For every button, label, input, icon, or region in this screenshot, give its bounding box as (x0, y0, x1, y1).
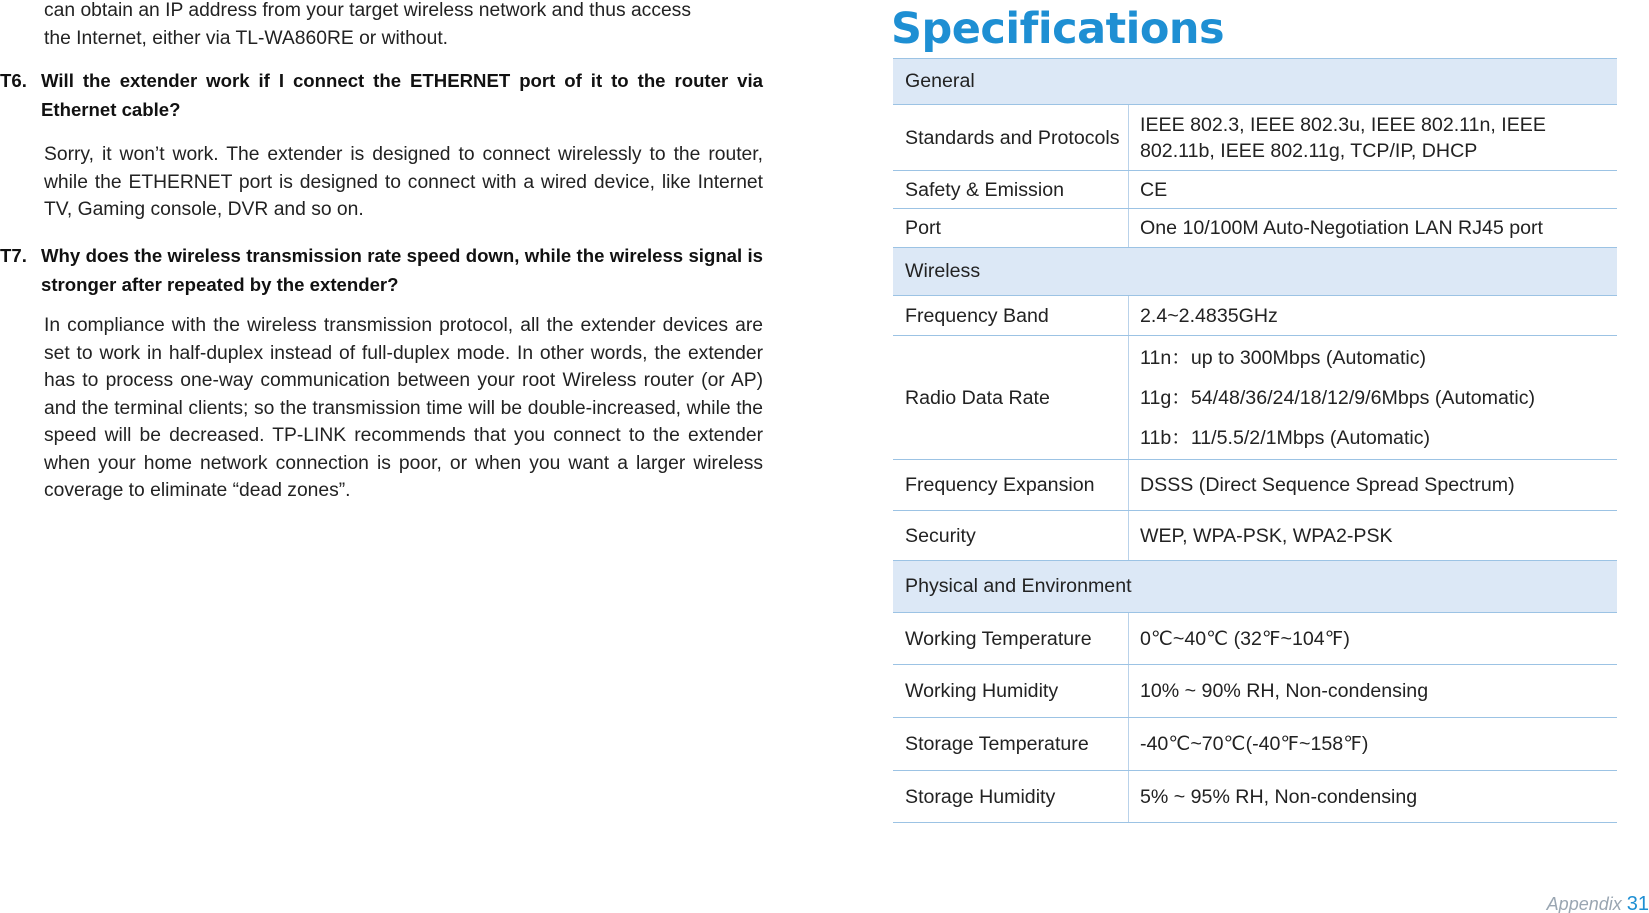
spec-row-safety (893, 171, 1617, 209)
spec-value: One 10/100M Auto-Negotiation LAN RJ45 port (1140, 217, 1544, 239)
spec-row-frequency-band (893, 296, 1617, 336)
faq-intro-line-1: can obtain an IP address from your target wireless network and thus access (44, 0, 691, 21)
spec-value: CE (1140, 178, 1168, 201)
spec-row-working-humidity (893, 665, 1617, 718)
spec-row-frequency-expansion (893, 460, 1617, 511)
faq-answer-t6: Sorry, it won’t work. The extender is designed to connect wirelessly to the router, while the ETHERNET port is designed to connect with a wired device, like Internet TV, Gaming console, DVR and so on. (44, 144, 763, 220)
spec-label: Working Temperature (893, 613, 1129, 664)
page-number: 31 (1626, 893, 1649, 913)
faq-answer-t7: In compliance with the wireless transmission protocol, all the extender devices are set to work in half-duplex instead of full-duplex mode. In other words, the extender has to process one-way communication between your root Wireless router (or AP) and the terminal clients; so the transmission time will be double-increased, while the speed will be decreased. TP-LINK recommends that you connect to the extender when your home network connection is poor, or when you want a larger wireless coverage to eliminate “dead zones”. (44, 315, 763, 501)
footer-section-label: Appendix (1546, 894, 1622, 913)
section-header-physical: Physical and Environment (893, 561, 1617, 613)
spec-value: WEP, WPA-PSK, WPA2-PSK (1140, 524, 1393, 547)
spec-label: Frequency Band (893, 296, 1129, 335)
spec-label: Port (893, 209, 1129, 247)
spec-row-storage-humidity (893, 771, 1617, 823)
spec-label: Safety & Emission (893, 171, 1129, 208)
spec-label: Storage Humidity (893, 771, 1129, 822)
radio-rate-11b: 11b：11/5.5/2/1Mbps (Automatic) (1140, 426, 1431, 449)
faq-intro-paragraph (44, 0, 763, 52)
faq-intro-line-2: the Internet, either via TL-WA860RE or without. (44, 27, 449, 49)
spec-label: Standards and Protocols (893, 105, 1129, 170)
spec-label: Working Humidity (893, 665, 1129, 717)
page-footer (1547, 893, 1649, 913)
spec-value: 2.4~2.4835GHz (1140, 304, 1278, 327)
spec-value: DSSS (Direct Sequence Spread Spectrum) (1140, 474, 1515, 496)
spec-value: -40℃~70℃(-40℉~158℉) (1140, 733, 1369, 755)
faq-question-t7 (0, 241, 763, 299)
spec-value: 0℃~40℃ (32℉~104℉) (1140, 627, 1350, 650)
spec-row-port (893, 209, 1617, 248)
spec-label: Security (893, 511, 1129, 560)
spec-row-storage-temperature (893, 718, 1617, 771)
spec-value: 5% ~ 95% RH, Non-condensing (1140, 785, 1418, 808)
faq-question-t6 (0, 66, 763, 124)
specifications-table (893, 58, 1617, 823)
radio-rate-11g: 11g：54/48/36/24/18/12/9/6Mbps (Automatic) (1140, 386, 1536, 409)
radio-rate-11n: 11n：up to 300Mbps (Automatic) (1140, 346, 1427, 369)
spec-value: 10% ~ 90% RH, Non-condensing (1140, 680, 1429, 702)
section-header-general: General (893, 59, 1617, 105)
specifications-heading: Specifications (891, 4, 1225, 54)
spec-value (1129, 336, 1617, 459)
faq-question-number: T6. (0, 70, 27, 91)
section-header-wireless: Wireless (893, 248, 1617, 296)
faq-question-number: T7. (0, 245, 27, 266)
spec-row-radio-data-rate (893, 336, 1617, 460)
spec-row-security (893, 511, 1617, 561)
faq-question-text: Will the extender work if I connect the ETHERNET port of it to the router via Ethernet cable? (41, 70, 763, 120)
spec-value: IEEE 802.3, IEEE 802.3u, IEEE 802.11n, IEEE 802.11b, IEEE 802.11g, TCP/IP, DHCP (1140, 113, 1546, 162)
spec-label: Frequency Expansion (893, 460, 1129, 510)
spec-label: Radio Data Rate (893, 336, 1129, 459)
spec-row-working-temperature (893, 613, 1617, 665)
faq-question-text: Why does the wireless transmission rate speed down, while the wireless signal is stronger after repeated by the extender? (41, 245, 763, 295)
spec-label: Storage Temperature (893, 718, 1129, 770)
spec-row-standards (893, 105, 1617, 171)
